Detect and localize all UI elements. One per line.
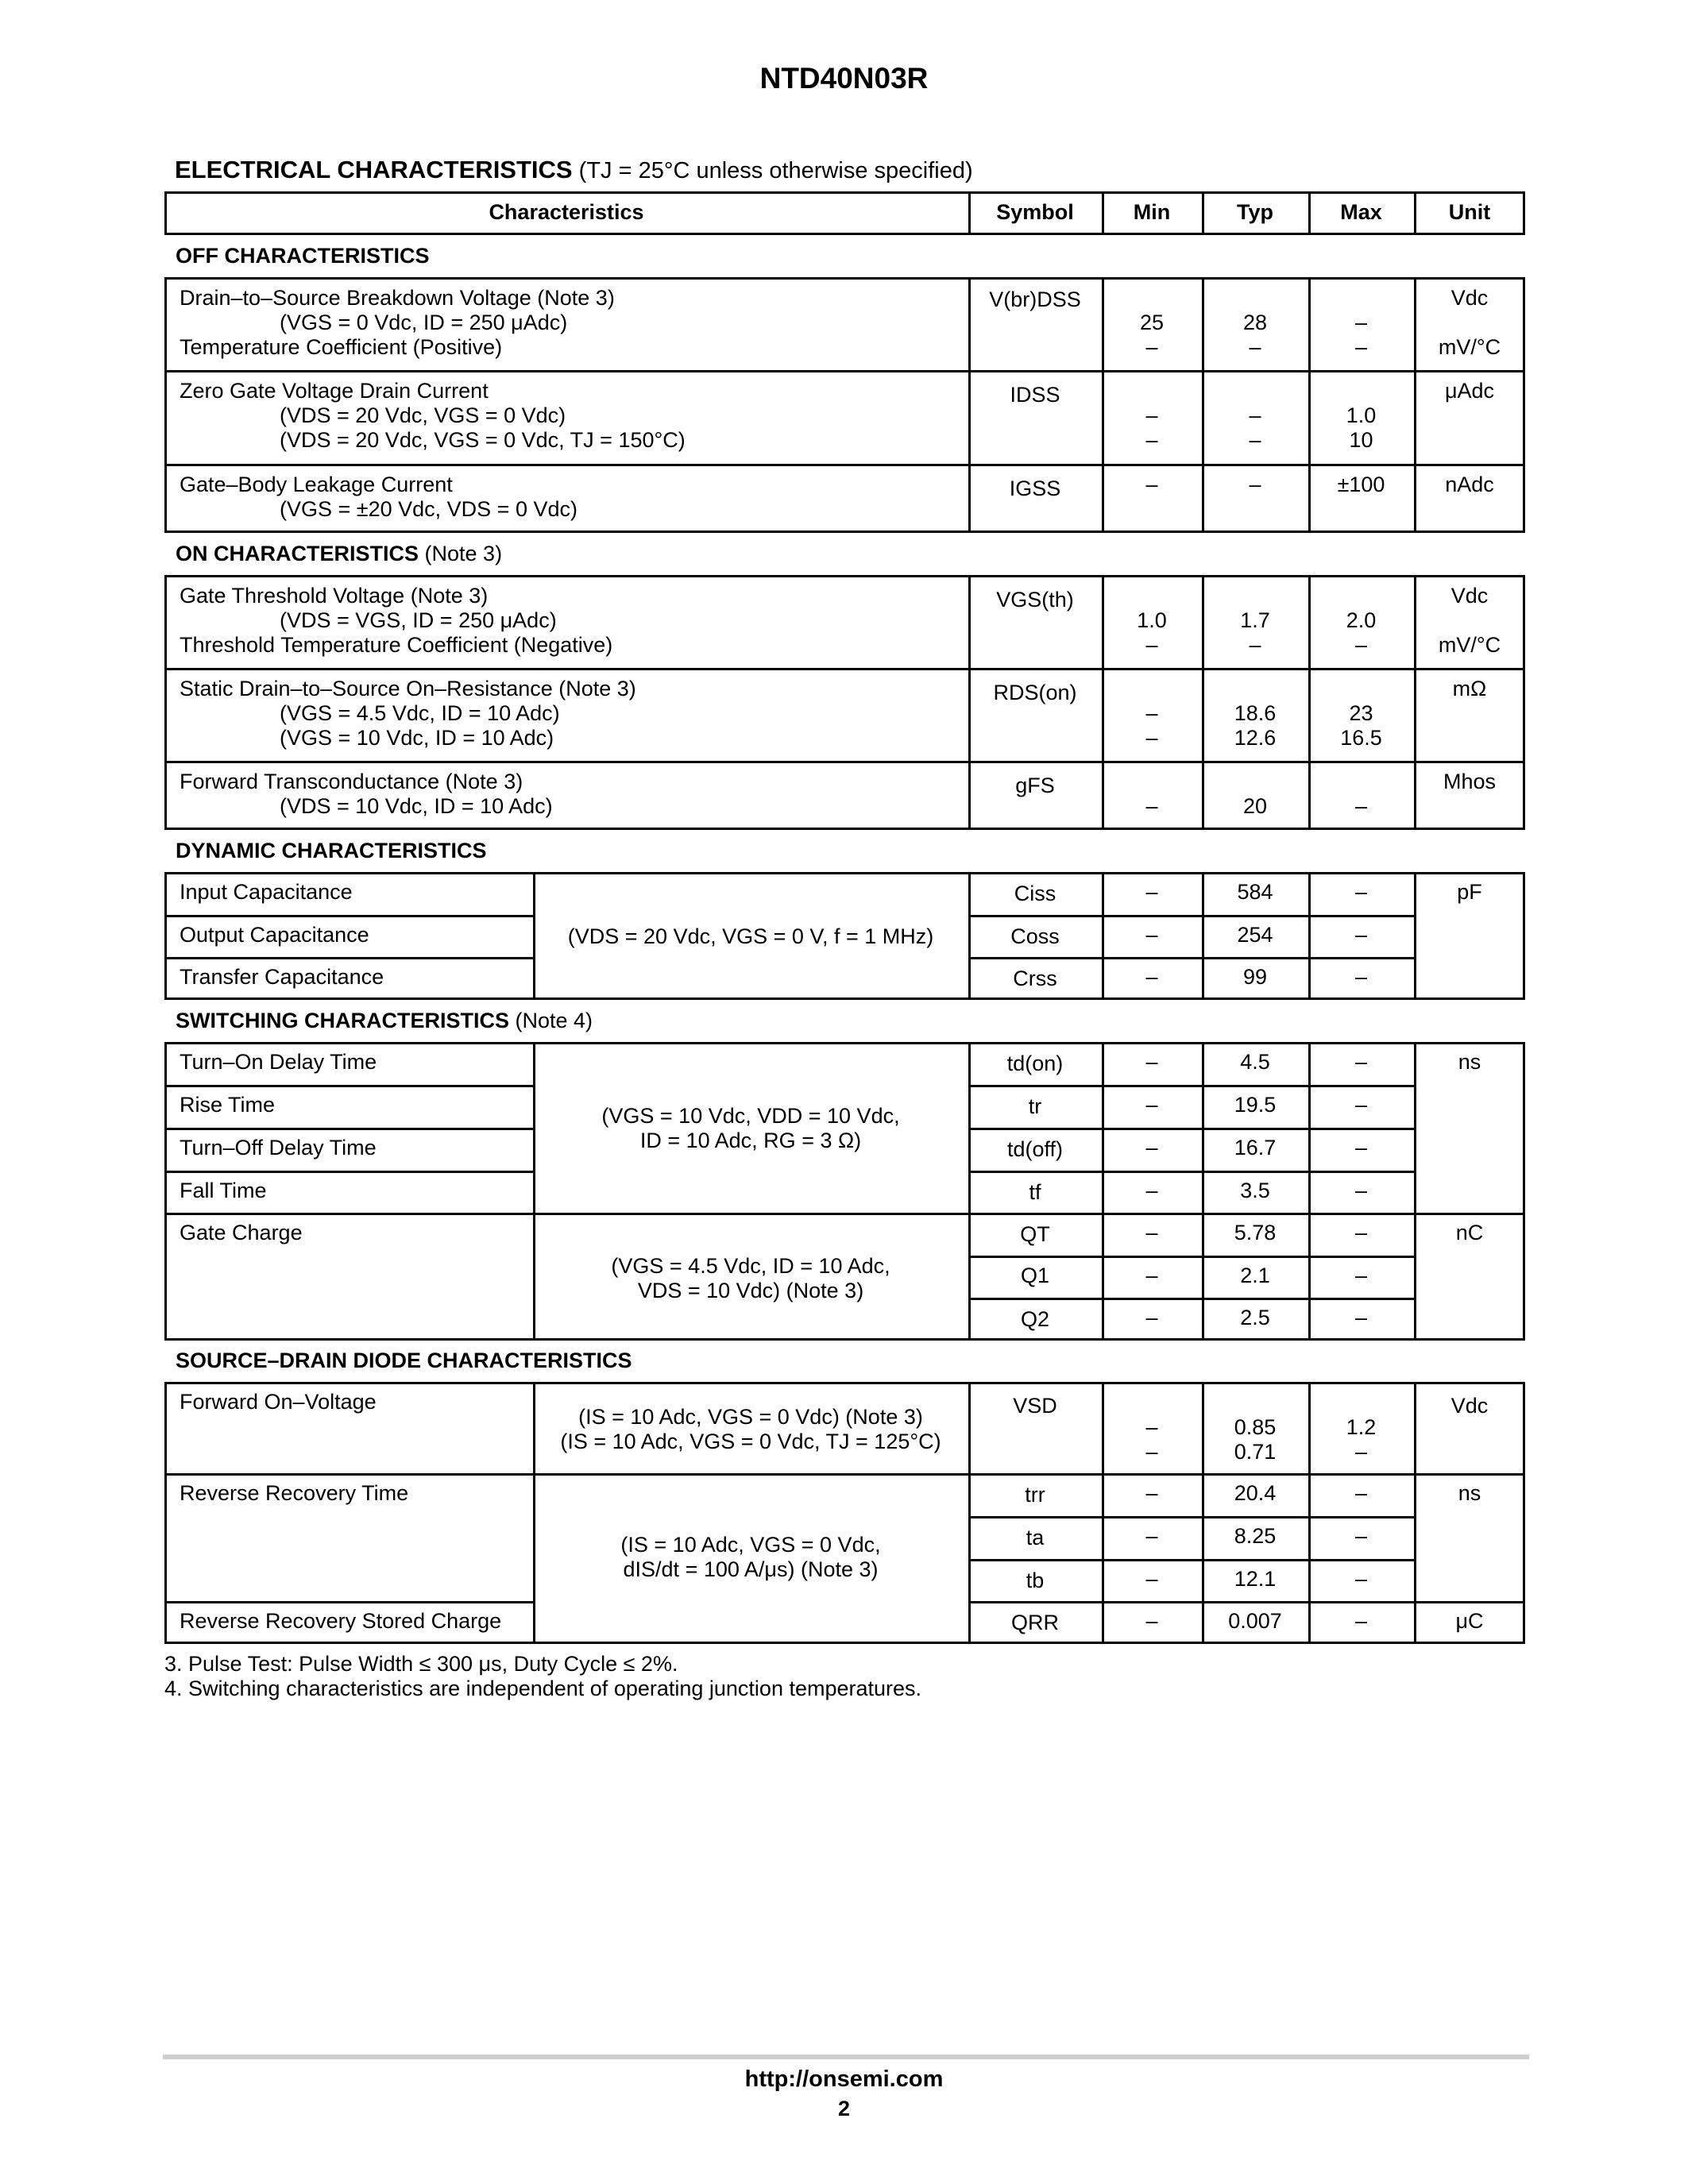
part-number: NTD40N03R — [759, 62, 929, 95]
bvdss-name: Drain–to–Source Breakdown Voltage (Note 3) — [180, 286, 615, 310]
bvdss-unit: Vdc — [1450, 286, 1489, 310]
ciss-min: – — [1145, 880, 1158, 904]
section-switching-title: SWITCHING CHARACTERISTICS — [176, 1009, 509, 1032]
vsd-typ1: 0.85 — [1234, 1415, 1277, 1439]
vsd-max2: – — [1354, 1440, 1368, 1464]
bvdss-min2: – — [1145, 335, 1158, 359]
idss-typ1: – — [1249, 403, 1261, 427]
tdoff-symbol: td(off) — [1006, 1137, 1064, 1161]
idss-unit: μAdc — [1444, 379, 1495, 403]
qt-typ: 5.78 — [1234, 1221, 1277, 1244]
rds-unit: mΩ — [1452, 677, 1487, 700]
switching-cond1: (VGS = 10 Vdc, VDD = 10 Vdc, — [601, 1104, 900, 1128]
tb-symbol: tb — [1026, 1569, 1045, 1592]
tdon-min: – — [1145, 1050, 1158, 1074]
idss-min2: – — [1145, 428, 1158, 452]
qrr-symbol: QRR — [1011, 1611, 1059, 1634]
q1-max: – — [1354, 1264, 1368, 1287]
vth-name2: Threshold Temperature Coefficient (Negative) — [180, 633, 613, 657]
idss-cond2: (VDS = 20 Vdc, VGS = 0 Vdc, TJ = 150°C) — [280, 428, 686, 452]
rds-cond1: (VGS = 4.5 Vdc, ID = 10 Adc) — [280, 701, 560, 725]
trr-min: – — [1145, 1481, 1158, 1505]
bvdss-name2: Temperature Coefficient (Positive) — [180, 335, 503, 359]
idss-max1: 1.0 — [1346, 403, 1377, 427]
vth-typ: 1.7 — [1240, 608, 1270, 632]
tdoff-max: – — [1354, 1136, 1368, 1160]
gfs-typ: 20 — [1242, 794, 1268, 818]
bvdss-cond: (VGS = 0 Vdc, ID = 250 μAdc) — [280, 311, 568, 334]
section-switching — [176, 1009, 593, 1033]
ciss-symbol: Ciss — [1014, 882, 1056, 905]
rds-name: Static Drain–to–Source On–Resistance (Note 3) — [180, 677, 636, 700]
vth-max: 2.0 — [1346, 608, 1377, 632]
q1-min: – — [1145, 1264, 1158, 1287]
trr-cond2: dIS/dt = 100 A/μs) (Note 3) — [623, 1557, 879, 1581]
vth-max2: – — [1354, 633, 1368, 657]
header-characteristics: Characteristics — [489, 200, 644, 224]
note-4: 4. Switching characteristics are independent of operating junction temperatures. — [164, 1677, 922, 1700]
igss-typ: – — [1249, 473, 1261, 496]
rds-cond2: (VGS = 10 Vdc, ID = 10 Adc) — [280, 726, 554, 750]
section-on-title: ON CHARACTERISTICS — [176, 542, 419, 565]
tf-min: – — [1145, 1179, 1158, 1202]
qrr-typ: 0.007 — [1228, 1609, 1282, 1633]
trr-name: Reverse Recovery Time — [180, 1481, 409, 1505]
idss-min1: – — [1145, 403, 1158, 427]
igss-name: Gate–Body Leakage Current — [180, 473, 453, 496]
tf-name: Fall Time — [180, 1179, 267, 1202]
bvdss-typ: 28 — [1242, 311, 1268, 334]
vth-unit: Vdc — [1450, 584, 1489, 608]
idss-name: Zero Gate Voltage Drain Current — [180, 379, 489, 403]
vsd-symbol: VSD — [1013, 1394, 1057, 1418]
section-switching-note: (Note 4) — [515, 1009, 593, 1032]
q2-min: – — [1145, 1306, 1158, 1329]
qt-max: – — [1354, 1221, 1368, 1244]
header-typ: Typ — [1237, 200, 1273, 224]
vsd-min1: – — [1145, 1415, 1158, 1439]
coss-typ: 254 — [1237, 923, 1273, 947]
gfs-symbol: gFS — [1015, 774, 1055, 797]
vsd-max1: 1.2 — [1346, 1415, 1377, 1439]
vsd-unit: Vdc — [1450, 1394, 1489, 1418]
q1-symbol: Q1 — [1020, 1264, 1050, 1287]
rds-max2: 16.5 — [1340, 726, 1382, 750]
idss-cond1: (VDS = 20 Vdc, VGS = 0 Vdc) — [280, 403, 566, 427]
gfs-max: – — [1354, 794, 1368, 818]
vth-min2: – — [1145, 633, 1158, 657]
crss-max: – — [1354, 965, 1368, 989]
crss-symbol: Crss — [1013, 967, 1057, 990]
tb-max: – — [1354, 1567, 1368, 1591]
vth-symbol: VGS(th) — [996, 588, 1074, 612]
vsd-cond2: (IS = 10 Adc, VGS = 0 Vdc, TJ = 125°C) — [560, 1430, 941, 1453]
header-min: Min — [1133, 200, 1171, 224]
igss-symbol: IGSS — [1009, 477, 1061, 500]
switching-unit: ns — [1458, 1050, 1481, 1074]
igss-min: – — [1145, 473, 1158, 496]
dynamic-cond: (VDS = 20 Vdc, VGS = 0 V, f = 1 MHz) — [567, 924, 934, 948]
coss-symbol: Coss — [1010, 924, 1060, 948]
vsd-name: Forward On–Voltage — [180, 1390, 377, 1414]
gfs-unit: Mhos — [1443, 770, 1497, 793]
tf-symbol: tf — [1029, 1180, 1041, 1204]
tb-min: – — [1145, 1567, 1158, 1591]
section-title: ELECTRICAL CHARACTERISTICS — [175, 156, 573, 183]
tdoff-min: – — [1145, 1136, 1158, 1160]
rds-min2: – — [1145, 726, 1158, 750]
idss-max2: 10 — [1349, 428, 1373, 452]
rds-typ2: 12.6 — [1234, 726, 1277, 750]
qrr-max: – — [1354, 1609, 1368, 1633]
tr-min: – — [1145, 1093, 1158, 1117]
bvdss-max: – — [1354, 311, 1368, 334]
page-number: 2 — [837, 2097, 851, 2120]
section-on — [176, 542, 502, 566]
gfs-min: – — [1145, 794, 1158, 818]
tdoff-name: Turn–Off Delay Time — [180, 1136, 377, 1160]
bvdss-min: 25 — [1139, 311, 1165, 334]
q2-max: – — [1354, 1306, 1368, 1329]
tf-typ: 3.5 — [1240, 1179, 1270, 1202]
igss-max: ±100 — [1337, 473, 1385, 496]
crss-typ: 99 — [1242, 965, 1268, 989]
note-3: 3. Pulse Test: Pulse Width ≤ 300 μs, Duty Cycle ≤ 2%. — [164, 1652, 678, 1676]
rds-min1: – — [1145, 701, 1158, 725]
tdon-symbol: td(on) — [1006, 1051, 1064, 1075]
qt-min: – — [1145, 1221, 1158, 1244]
ta-max: – — [1354, 1524, 1368, 1548]
tr-name: Rise Time — [180, 1093, 276, 1117]
vsd-min2: – — [1145, 1440, 1158, 1464]
vth-name: Gate Threshold Voltage (Note 3) — [180, 584, 489, 608]
vth-cond: (VDS = VGS, ID = 250 μAdc) — [280, 608, 557, 632]
table-title — [175, 156, 973, 184]
rds-symbol: RDS(on) — [993, 681, 1077, 704]
vth-unit2: mV/°C — [1438, 633, 1501, 657]
qrr-min: – — [1145, 1609, 1158, 1633]
gate-charge-unit: nC — [1455, 1221, 1484, 1244]
coss-name: Output Capacitance — [180, 923, 369, 947]
igss-cond: (VGS = ±20 Vdc, VDS = 0 Vdc) — [280, 497, 577, 521]
q2-symbol: Q2 — [1020, 1307, 1050, 1331]
bvdss-max2: – — [1354, 335, 1368, 359]
gate-charge-name: Gate Charge — [180, 1221, 303, 1244]
tdon-max: – — [1354, 1050, 1368, 1074]
trr-typ: 20.4 — [1234, 1481, 1277, 1505]
qrr-unit: μC — [1455, 1609, 1484, 1633]
bvdss-symbol: V(br)DSS — [989, 287, 1081, 311]
section-off: OFF CHARACTERISTICS — [176, 244, 430, 268]
header-unit: Unit — [1448, 200, 1491, 224]
igss-unit: nAdc — [1445, 473, 1494, 496]
idss-typ2: – — [1249, 428, 1261, 452]
ciss-typ: 584 — [1237, 880, 1273, 904]
section-diode: SOURCE–DRAIN DIODE CHARACTERISTICS — [176, 1349, 632, 1372]
coss-min: – — [1145, 923, 1158, 947]
switching-cond2: ID = 10 Adc, RG = 3 Ω) — [639, 1129, 862, 1152]
vsd-cond1: (IS = 10 Adc, VGS = 0 Vdc) (Note 3) — [578, 1405, 923, 1429]
trr-symbol: trr — [1025, 1483, 1045, 1507]
vth-typ2: – — [1249, 633, 1261, 657]
ta-symbol: ta — [1026, 1526, 1045, 1549]
idss-symbol: IDSS — [1010, 383, 1060, 407]
footer-rule — [163, 2055, 1529, 2059]
gfs-name: Forward Transconductance (Note 3) — [180, 770, 523, 793]
crss-name: Transfer Capacitance — [180, 965, 384, 989]
tdon-typ: 4.5 — [1240, 1050, 1270, 1074]
trr-unit: ns — [1458, 1481, 1481, 1505]
trr-max: – — [1354, 1481, 1368, 1505]
gate-charge-cond2: VDS = 10 Vdc) (Note 3) — [637, 1279, 864, 1302]
footer-url[interactable]: http://onsemi.com — [744, 2066, 944, 2092]
ciss-max: – — [1354, 880, 1368, 904]
section-condition: (TJ = 25°C unless otherwise specified) — [578, 158, 973, 183]
bvdss-unit2: mV/°C — [1438, 335, 1501, 359]
dynamic-unit: pF — [1457, 880, 1482, 904]
ta-typ: 8.25 — [1234, 1524, 1277, 1548]
crss-min: – — [1145, 965, 1158, 989]
coss-max: – — [1354, 923, 1368, 947]
qrr-name: Reverse Recovery Stored Charge — [180, 1609, 502, 1633]
tr-max: – — [1354, 1093, 1368, 1117]
section-dynamic: DYNAMIC CHARACTERISTICS — [176, 839, 487, 862]
tr-symbol: tr — [1028, 1094, 1042, 1118]
q1-typ: 2.1 — [1240, 1264, 1270, 1287]
vsd-typ2: 0.71 — [1234, 1440, 1277, 1464]
rds-max1: 23 — [1349, 701, 1373, 725]
header-symbol: Symbol — [996, 200, 1074, 224]
tdoff-typ: 16.7 — [1234, 1136, 1277, 1160]
tb-typ: 12.1 — [1234, 1567, 1277, 1591]
vth-min: 1.0 — [1137, 608, 1167, 632]
gfs-cond: (VDS = 10 Vdc, ID = 10 Adc) — [280, 794, 553, 818]
tf-max: – — [1354, 1179, 1368, 1202]
rds-typ1: 18.6 — [1234, 701, 1277, 725]
q2-typ: 2.5 — [1240, 1306, 1270, 1329]
ciss-name: Input Capacitance — [180, 880, 353, 904]
tdon-name: Turn–On Delay Time — [180, 1050, 377, 1074]
gate-charge-cond1: (VGS = 4.5 Vdc, ID = 10 Adc, — [611, 1254, 890, 1278]
trr-cond1: (IS = 10 Adc, VGS = 0 Vdc, — [620, 1533, 881, 1557]
header-max: Max — [1340, 200, 1382, 224]
qt-symbol: QT — [1020, 1222, 1050, 1246]
section-on-note: (Note 3) — [424, 542, 503, 565]
bvdss-typ2: – — [1249, 335, 1261, 359]
tr-typ: 19.5 — [1234, 1093, 1277, 1117]
ta-min: – — [1145, 1524, 1158, 1548]
